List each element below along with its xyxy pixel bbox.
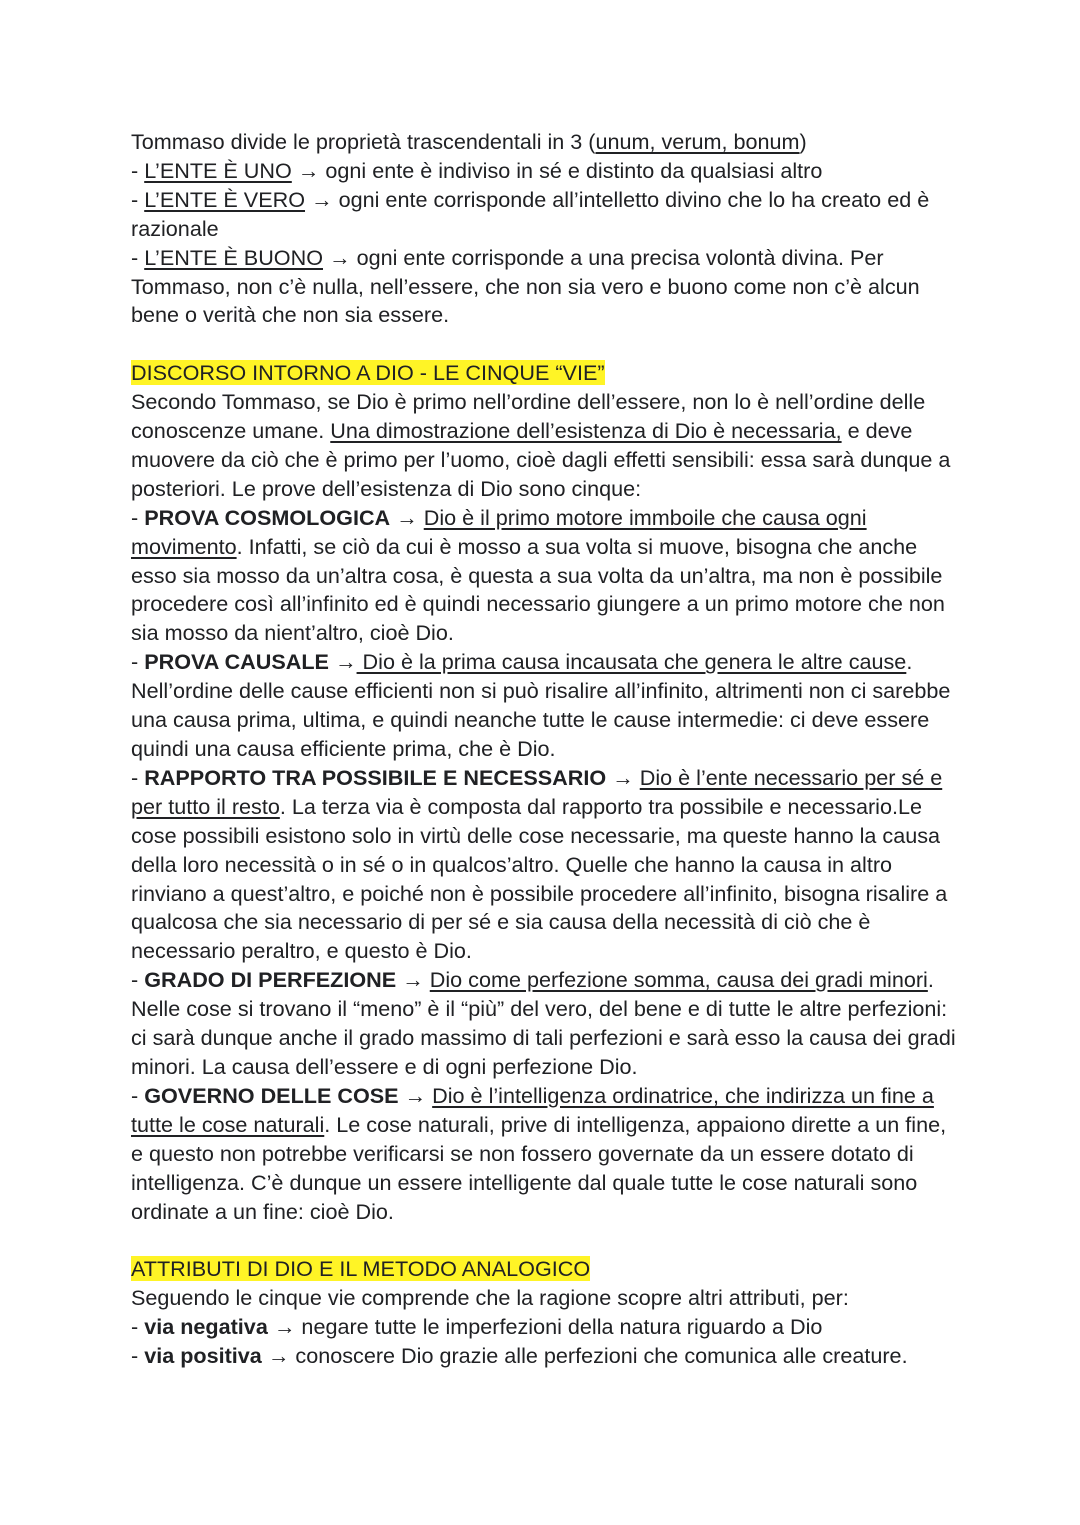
intro-paragraph: Tommaso divide le proprietà trascendentali in 3 (unum, verum, bonum) bbox=[131, 129, 807, 154]
attributi-intro: Seguendo le cinque vie comprende che la ragione scopre altri attributi, per: bbox=[131, 1285, 849, 1311]
property-item: - L’ENTE È UNO → ogni ente è indiviso in sé e distinto da qualsiasi altro bbox=[131, 157, 823, 183]
proof-item: - PROVA COSMOLOGICA → Dio è il primo motore immboile che causa ogni movimento. Infatti, se ciò da cui è mosso a sua volta si muove, bisogna che anche esso sia mosso da un’altra cosa, è questa a sua volta da un’altra, ma non è possibile procedere così all’infinito ed è quindi necessario giungere a un primo motore che non sia mosso da nient’altro, cioè Dio. bbox=[131, 504, 945, 646]
proof-thesis: Dio come perfezione somma, causa dei gradi minori bbox=[429, 967, 928, 993]
property-term: L’ENTE È UNO bbox=[144, 157, 292, 183]
property-term: L’ENTE È BUONO bbox=[144, 244, 323, 270]
property-item: - L’ENTE È VERO → ogni ente corrisponde all’intelletto divino che lo ha creato ed è razionale bbox=[131, 186, 930, 241]
proof-thesis: Dio è l’ente necessario per sé e per tutto il resto bbox=[131, 764, 943, 819]
transcendentals-terms: unum, verum, bonum bbox=[595, 129, 800, 154]
proof-title: PROVA CAUSALE bbox=[144, 649, 329, 675]
property-item: - L’ENTE È BUONO → ogni ente corrisponde a una precisa volontà divina. Per Tommaso, non c’è nulla, nell’essere, che non sia vero e buono come non c’è alcun bene o verità che non sia essere. bbox=[131, 244, 920, 328]
proof-thesis: Dio è la prima causa incausata che genera le altre cause bbox=[356, 649, 907, 675]
paragraph-gap bbox=[131, 330, 961, 359]
section-heading-cinque-vie bbox=[131, 359, 961, 388]
highlighted-heading: DISCORSO INTORNO A DIO - LE CINQUE “VIE” bbox=[131, 360, 605, 386]
proof-item: - GOVERNO DELLE COSE → Dio è l’intelligenza ordinatrice, che indirizza un fine a tutte le cose naturali. Le cose naturali, prive di intelligenza, appaiono dirette a un fine, e questo non potrebbe verificarsi se non fossero governate da un essere dotato di intelligenza. C’è dunque un essere intelligente dal quale tutte le cose naturali sono ordinate a un fine: cioè Dio. bbox=[131, 1082, 947, 1224]
section-heading-attributi bbox=[131, 1255, 961, 1284]
proof-item: - GRADO DI PERFEZIONE → Dio come perfezione somma, causa dei gradi minori. Nelle cose si trovano il “meno” è il “più” del vero, del bene e di tutte le altre perfezioni: ci sarà dunque anche il grado massimo di tali perfezioni e sarà esso la causa dei gradi minori. La causa dell’essere e di ogni perfezione Dio. bbox=[131, 967, 956, 1079]
paragraph-gap bbox=[131, 1226, 961, 1255]
underlined-claim: Una dimostrazione dell’esistenza di Dio è necessaria, bbox=[330, 418, 842, 444]
proof-title: PROVA COSMOLOGICA bbox=[144, 504, 391, 530]
property-term: L’ENTE È VERO bbox=[144, 186, 306, 212]
way-title: via positiva bbox=[144, 1343, 262, 1369]
cinque-vie-intro: Secondo Tommaso, se Dio è primo nell’ordine dell’essere, non lo è nell’ordine delle conoscenze umane. Una dimostrazione dell’esistenza di Dio è necessaria, e deve muovere da ciò che è primo per l’uomo, cioè dagli effetti sensibili: essa sarà dunque a posteriori. Le prove dell’esistenza di Dio sono cinque: bbox=[131, 389, 951, 501]
proof-thesis: Dio è l’intelligenza ordinatrice, che indirizza un fine a tutte le cose naturali bbox=[131, 1082, 934, 1137]
proof-item: - PROVA CAUSALE → Dio è la prima causa incausata che genera le altre cause. Nell’ordine delle cause efficienti non si può risalire all’infinito, altrimenti non ci sarebbe una causa prima, ultima, e quindi neanche tutte le cause intermedie: ci deve essere quindi una causa efficiente prima, che è Dio. bbox=[131, 649, 951, 762]
way-title: via negativa bbox=[144, 1314, 268, 1340]
proof-item: - RAPPORTO TRA POSSIBILE E NECESSARIO → Dio è l’ente necessario per sé e per tutto il resto. La terza via è composta dal rapporto tra possibile e necessario.Le cose possibili esistono solo in virtù delle cose necessarie, ma queste hanno la causa della loro necessità o in sé o in qualcos’altro. Quelle che hanno la causa in altro rinviano a quest’altro, e poiché non è possibile procedere all’infinito, bisogna risalire a qualcosa che sia necessario di per sé e sia causa della necessità di ciò che è necessario peraltro, e questo è Dio. bbox=[131, 764, 948, 964]
document-page bbox=[131, 128, 961, 1371]
proof-title: GRADO DI PERFEZIONE bbox=[144, 967, 397, 993]
way-item: - via positiva → conoscere Dio grazie alle perfezioni che comunica alle creature. bbox=[131, 1343, 908, 1369]
proof-thesis: Dio è il primo motore immboile che causa ogni movimento bbox=[131, 504, 867, 559]
way-item: - via negativa → negare tutte le imperfezioni della natura riguardo a Dio bbox=[131, 1314, 823, 1340]
proof-title: GOVERNO DELLE COSE bbox=[144, 1082, 399, 1108]
highlighted-heading: ATTRIBUTI DI DIO E IL METODO ANALOGICO bbox=[131, 1256, 591, 1282]
proof-title: RAPPORTO TRA POSSIBILE E NECESSARIO bbox=[144, 764, 607, 790]
